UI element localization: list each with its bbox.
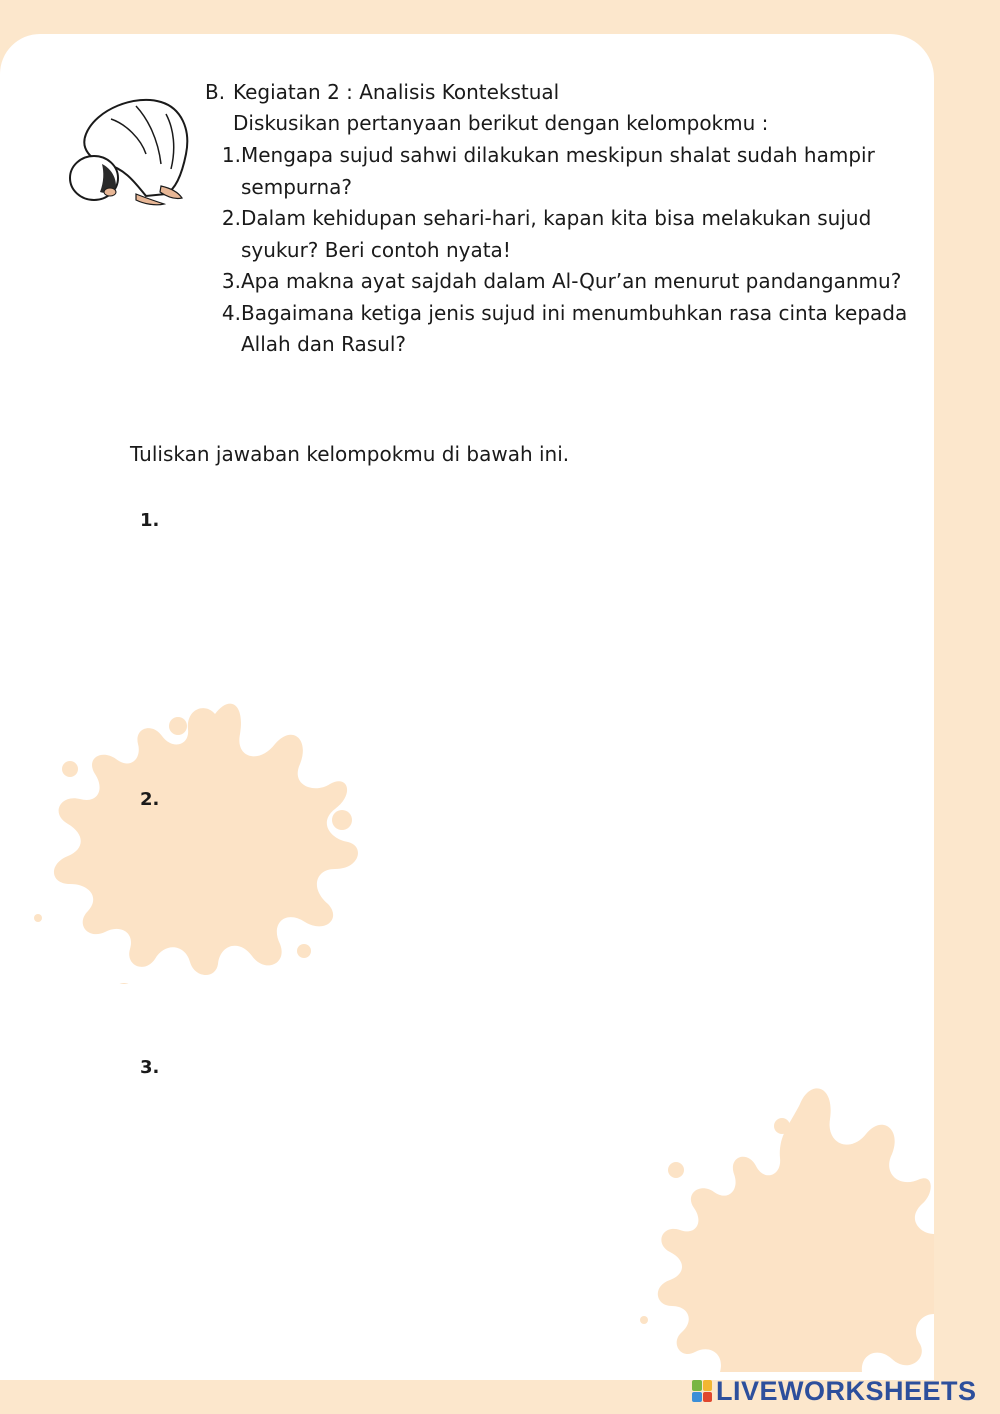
person-prostrating-illustration bbox=[66, 94, 196, 209]
question-text: Bagaimana ketiga jenis sujud ini menumbuhkan rasa cinta kepada Allah dan Rasul? bbox=[241, 300, 908, 356]
question-item bbox=[218, 140, 918, 203]
paint-splat-right bbox=[630, 1074, 934, 1374]
question-item bbox=[218, 298, 918, 361]
paint-splat-left bbox=[30, 674, 360, 984]
liveworksheets-brand bbox=[692, 1374, 977, 1408]
question-number: 4. bbox=[221, 300, 241, 325]
activity-letter: B. bbox=[205, 80, 226, 104]
question-number: 1. bbox=[221, 143, 241, 167]
answer-number-3: 3. bbox=[140, 1057, 160, 1078]
answer-number-1: 1. bbox=[140, 510, 160, 531]
question-text: Dalam kehidupan sehari-hari, kapan kita bisa melakukan sujud syukur? Beri contoh nyata! bbox=[241, 206, 872, 262]
question-number: 2. bbox=[221, 206, 241, 230]
question-number: 3. bbox=[221, 269, 241, 293]
question-list bbox=[218, 140, 918, 361]
brand-name: LIVEWORKSHEETS bbox=[716, 1375, 977, 1406]
question-text: Apa makna ayat sajdah dalam Al-Qur’an menurut pandanganmu? bbox=[241, 269, 902, 293]
activity-title: Kegiatan 2 : Analisis Kontekstual bbox=[233, 80, 560, 104]
question-item bbox=[218, 266, 918, 298]
brand-logo-icon bbox=[692, 1380, 712, 1402]
question-item bbox=[218, 203, 918, 266]
activity-intro: Diskusikan pertanyaan berikut dengan kelompokmu : bbox=[233, 111, 769, 135]
question-text: Mengapa sujud sahwi dilakukan meskipun shalat sudah hampir sempurna? bbox=[241, 143, 875, 199]
activity-heading bbox=[205, 78, 559, 106]
worksheet-page bbox=[0, 34, 934, 1380]
answer-number-2: 2. bbox=[140, 789, 160, 810]
answer-instruction: Tuliskan jawaban kelompokmu di bawah ini. bbox=[130, 442, 570, 466]
